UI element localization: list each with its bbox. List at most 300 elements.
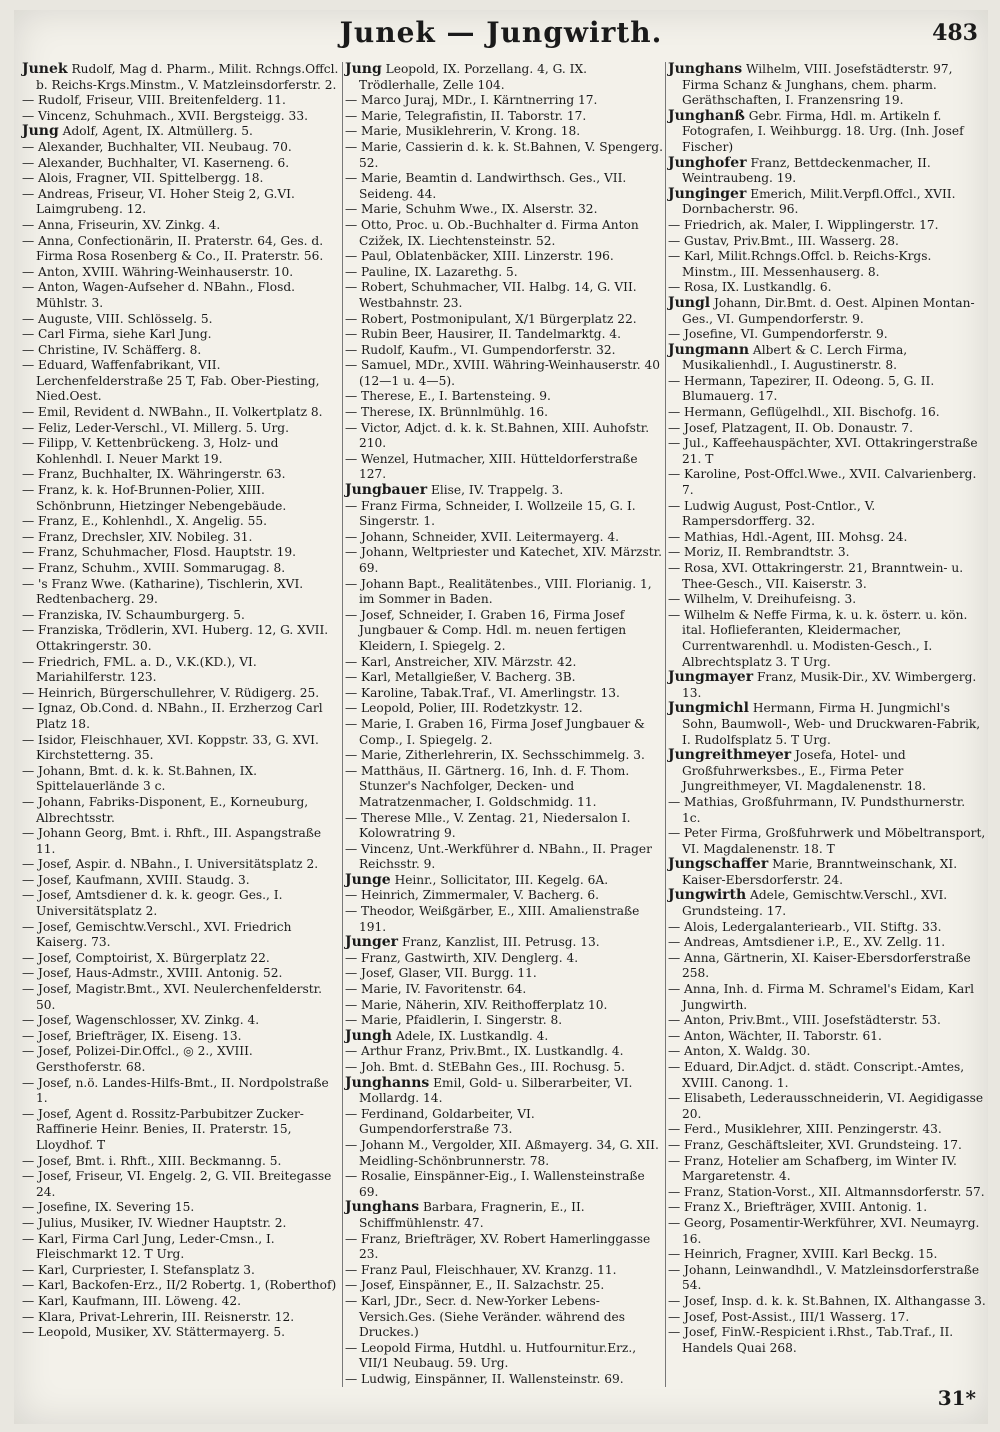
entry-text: — Robert, Schuhmacher, VII. Halbg. 14, G. VII. Westbahnstr. 23. bbox=[345, 280, 637, 310]
directory-entry bbox=[345, 904, 663, 935]
directory-entry-surname bbox=[668, 748, 986, 795]
directory-entry bbox=[22, 951, 340, 967]
entry-text: — Rosalie, Einspänner-Eig., I. Wallensteinstraße 69. bbox=[345, 1169, 645, 1199]
directory-entry bbox=[22, 1278, 340, 1294]
entry-text: — Josef, Schneider, I. Graben 16, Firma Josef Jungbauer & Comp. Hdl. m. neuen fertigen Kleidern, I. Spiegelg. 2. bbox=[345, 607, 627, 653]
directory-entry bbox=[668, 795, 986, 826]
directory-entry bbox=[668, 249, 986, 280]
surname: Jungmayer bbox=[668, 669, 754, 686]
directory-entry bbox=[668, 374, 986, 405]
directory-entry bbox=[22, 920, 340, 951]
directory-entry-surname bbox=[668, 701, 986, 748]
directory-entry bbox=[345, 842, 663, 873]
directory-entry bbox=[345, 1372, 663, 1388]
directory-entry bbox=[22, 888, 340, 919]
entry-text: — Josef, Magistr.Bmt., XVI. Neulerchenfelderstr. 50. bbox=[22, 982, 322, 1012]
directory-entry bbox=[668, 592, 986, 608]
entry-text: — Heinrich, Fragner, XVIII. Karl Beckg. 15. bbox=[668, 1247, 938, 1262]
page-header bbox=[14, 16, 988, 56]
entry-text: — Matthäus, II. Gärtnerg. 16, Inh. d. F. Thom. Stunzer's Nachfolger, Decken- und Matratzenmacher, I. Goldschmidg. 11. bbox=[345, 763, 630, 809]
directory-entry bbox=[345, 93, 663, 109]
directory-entry bbox=[22, 1013, 340, 1029]
directory-entry bbox=[668, 1044, 986, 1060]
entry-text: — Victor, Adjct. d. k. k. St.Bahnen, XIII. Auhofstr. 210. bbox=[345, 420, 650, 451]
entry-text: — Johann M., Vergolder, XII. Aßmayerg. 34, G. XII. Meidling-Schönbrunnerstr. 78. bbox=[345, 1137, 659, 1168]
directory-entry bbox=[22, 1310, 340, 1326]
entry-text: — Alois, Fragner, VII. Spittelbergg. 18. bbox=[22, 171, 264, 186]
directory-entry-surname bbox=[22, 124, 340, 140]
entry-text: — Josef, Amtsdiener d. k. k. geogr. Ges., I. Universitätsplatz 2. bbox=[22, 888, 283, 919]
entry-text: — Rudolf, Kaufm., VI. Gumpendorferstr. 32. bbox=[345, 342, 616, 357]
entry-text: — Karoline, Post-Offcl.Wwe., XVII. Calvarienberg. 7. bbox=[668, 467, 977, 498]
directory-entry bbox=[22, 561, 340, 577]
entry-text: Wilhelm, VIII. Josefstädterstr. 97, Firma Schanz & Junghans, chem. pharm. Geräthschaften, I. Franzensring 19. bbox=[682, 62, 953, 108]
directory-entry bbox=[668, 935, 986, 951]
directory-entry bbox=[668, 405, 986, 421]
directory-entry bbox=[345, 811, 663, 842]
entry-text: — Josef, Bmt. i. Rhft., XIII. Beckmanng. 5. bbox=[22, 1153, 282, 1168]
entry-text: Josefa, Hotel- und Großfuhrwerksbes., E., Firma Peter Jungreithmeyer, VI. Magdalenenstr. 18. bbox=[682, 748, 926, 794]
directory-entry bbox=[345, 655, 663, 671]
surname: Jungl bbox=[668, 294, 711, 311]
entry-text: — Ignaz, Ob.Cond. d. NBahn., II. Erzherzog Carl Platz 18. bbox=[22, 701, 323, 731]
directory-entry bbox=[22, 171, 340, 187]
entry-text: — Karl, Backofen-Erz., II/2 Robertg. 1, (Roberthof) bbox=[22, 1278, 337, 1293]
entry-text: — Wilhelm, V. Dreihufeisng. 3. bbox=[668, 592, 857, 607]
entry-text: Marie, Branntweinschank, XI. Kaiser-Ebersdorferstr. 24. bbox=[682, 857, 958, 887]
directory-entry bbox=[22, 280, 340, 311]
entry-text: — Friedrich, ak. Maler, I. Wipplingerstr. 17. bbox=[668, 217, 939, 232]
directory-entry bbox=[668, 826, 986, 857]
directory-entry bbox=[22, 1232, 340, 1263]
directory-entry bbox=[345, 998, 663, 1014]
entry-text: — Josef, Glaser, VII. Burgg. 11. bbox=[345, 966, 537, 981]
directory-entry bbox=[668, 1013, 986, 1029]
entry-text: — Karl, Firma Carl Jung, Leder-Cmsn., I. Fleischmarkt 12. T Urg. bbox=[22, 1231, 275, 1262]
entry-text: — Feliz, Leder-Verschl., VI. Millerg. 5. Urg. bbox=[22, 420, 289, 435]
entry-text: — Joh. Bmt. d. StEBahn Ges., III. Rochusg. 5. bbox=[345, 1060, 626, 1074]
directory-entry bbox=[668, 327, 986, 343]
entry-text: — Therese Mlle., V. Zentag. 21, Niedersalon I. Kolowratring 9. bbox=[345, 810, 631, 841]
directory-entry-surname bbox=[668, 888, 986, 919]
entry-text: — Marie, IV. Favoritenstr. 64. bbox=[345, 982, 527, 997]
directory-entry bbox=[22, 156, 340, 172]
directory-entry bbox=[668, 1216, 986, 1247]
surname: Junger bbox=[345, 934, 399, 951]
directory-entry bbox=[22, 795, 340, 826]
column-2 bbox=[345, 62, 663, 1387]
entry-text: — Auguste, VIII. Schlösselg. 5. bbox=[22, 311, 213, 326]
entry-text: — Arthur Franz, Priv.Bmt., IX. Lustkandlg. 4. bbox=[345, 1044, 624, 1059]
surname: Junek bbox=[22, 61, 68, 77]
entry-text: — Rudolf, Friseur, VIII. Breitenfelderg. 11. bbox=[22, 93, 286, 108]
directory-entry bbox=[345, 1044, 663, 1060]
directory-entry-surname bbox=[345, 1029, 663, 1045]
entry-text: — Josef, Polizei-Dir.Offcl., ◎ 2., XVIII. Gersthoferstr. 68. bbox=[22, 1044, 253, 1074]
directory-entry bbox=[668, 421, 986, 437]
entry-text: — Josef, FinW.-Respicient i.Rhst., Tab.Traf., II. Handels Quai 268. bbox=[668, 1325, 954, 1355]
entry-text: — Eduard, Waffenfabrikant, VII. Lerchenfelderstraße 25 T, Fab. Ober-Piesting, Nied.Oest. bbox=[22, 358, 320, 404]
surname: Jungmann bbox=[668, 341, 750, 358]
entry-text: — Leopold Firma, Hutdhl. u. Hutfournitur.Erz., VII/1 Neubaug. 59. Urg. bbox=[345, 1340, 637, 1371]
directory-entry bbox=[345, 670, 663, 686]
directory-entry bbox=[22, 327, 340, 343]
entry-text: — Franz X., Briefträger, XVIII. Antonig. 1. bbox=[668, 1200, 928, 1215]
entry-text: — Josef, n.ö. Landes-Hilfs-Bmt., II. Nordpolstraße 1. bbox=[22, 1075, 329, 1106]
entry-text: — Karoline, Tabak.Traf., VI. Amerlingstr. 13. bbox=[345, 685, 620, 700]
directory-entry bbox=[668, 1185, 986, 1201]
entry-text: — Franz Paul, Fleischhauer, XV. Kranzg. 11. bbox=[345, 1262, 617, 1277]
entry-text: — Marie, Cassierin d. k. k. St.Bahnen, V. Spengerg. 52. bbox=[345, 139, 663, 170]
surname: Junginger bbox=[668, 185, 747, 202]
entry-text: — Anton, XVIII. Währing-Weinhauserstr. 10. bbox=[22, 264, 294, 279]
directory-entry bbox=[22, 545, 340, 561]
surname: Junghofer bbox=[668, 154, 747, 171]
directory-entry bbox=[22, 265, 340, 281]
directory-entry bbox=[345, 951, 663, 967]
entry-text: — Rosa, XVI. Ottakringerstr. 21, Branntwein- u. Thee-Gesch., VII. Kaiserstr. 3. bbox=[668, 561, 964, 591]
directory-entry bbox=[345, 389, 663, 405]
directory-entry bbox=[22, 577, 340, 608]
directory-entry bbox=[668, 1122, 986, 1138]
directory-entry-surname bbox=[345, 1076, 663, 1107]
directory-entry bbox=[22, 873, 340, 889]
directory-entry bbox=[668, 1091, 986, 1122]
entry-text: — Karl, Curpriester, I. Stefansplatz 3. bbox=[22, 1262, 255, 1277]
entry-text: — Franziska, IV. Schaumburgerg. 5. bbox=[22, 607, 245, 622]
directory-entry-surname bbox=[345, 1200, 663, 1231]
entry-text: — Marie, Näherin, XIV. Reithofferplatz 10. bbox=[345, 997, 608, 1012]
surname: Jungh bbox=[345, 1027, 392, 1044]
entry-text: — Leopold, Polier, III. Rodetzkystr. 12. bbox=[345, 701, 583, 716]
entry-text: — Anton, Wagen-Aufseher d. NBahn., Flosd. Mühlstr. 3. bbox=[22, 280, 296, 310]
directory-entry-surname bbox=[668, 62, 986, 109]
surname: Junghanns bbox=[345, 1074, 430, 1091]
entry-text: — 's Franz Wwe. (Katharine), Tischlerin, XVI. Redtenbacherg. 29. bbox=[22, 576, 304, 607]
directory-entry bbox=[22, 467, 340, 483]
entry-text: — Johann, Leinwandhdl., V. Matzleinsdorferstraße 54. bbox=[668, 1262, 980, 1293]
entry-text: — Johann, Schneider, XVII. Leitermayerg. 4. bbox=[345, 529, 619, 544]
entry-text: — Josef, Friseur, VI. Engelg. 2, G. VII. Breitegasse 24. bbox=[22, 1169, 332, 1199]
directory-entry bbox=[22, 826, 340, 857]
directory-entry bbox=[668, 920, 986, 936]
directory-entry bbox=[22, 1325, 340, 1341]
entry-text: — Theodor, Weißgärber, E., XIII. Amalienstraße 191. bbox=[345, 904, 640, 934]
directory-entry bbox=[668, 530, 986, 546]
entry-text: — Marie, Pfaidlerin, I. Singerstr. 8. bbox=[345, 1013, 563, 1028]
entry-text: — Alexander, Buchhalter, VI. Kaserneng. 6. bbox=[22, 155, 290, 170]
directory-entry bbox=[345, 1294, 663, 1341]
entry-text: — Franziska, Trödlerin, XVI. Huberg. 12, G. XVII. Ottakringerstr. 30. bbox=[22, 623, 329, 653]
directory-entry bbox=[22, 608, 340, 624]
entry-text: — Ludwig, Einspänner, II. Wallensteinstr. 69. bbox=[345, 1371, 624, 1386]
directory-entry bbox=[345, 982, 663, 998]
directory-entry bbox=[345, 171, 663, 202]
directory-entry bbox=[345, 1107, 663, 1138]
directory-entry bbox=[345, 608, 663, 655]
entry-text: — Emil, Revident d. NWBahn., II. Volkertplatz 8. bbox=[22, 405, 323, 420]
directory-entry bbox=[345, 1278, 663, 1294]
directory-entry bbox=[22, 1107, 340, 1154]
column-divider bbox=[665, 62, 666, 1387]
entry-text: Gebr. Firma, Hdl. m. Artikeln f. Fotografen, I. Weihburgg. 18. Urg. (Inh. Josef Fischer) bbox=[682, 108, 964, 154]
directory-entry bbox=[668, 1138, 986, 1154]
entry-text: — Peter Firma, Großfuhrwerk und Möbeltransport, VI. Magdalenenstr. 18. T bbox=[668, 826, 986, 856]
directory-entry bbox=[22, 405, 340, 421]
surname: Jungwirth bbox=[668, 887, 747, 904]
entry-text: Rudolf, Mag d. Pharm., Milit. Rchngs.Offcl. b. Reichs-Krgs.Minstm., V. Matzleinsdorferstr. 2. bbox=[36, 62, 339, 92]
directory-entry bbox=[22, 93, 340, 109]
surname: Jungmichl bbox=[668, 700, 749, 717]
entry-text: Elise, IV. Trappelg. 3. bbox=[430, 483, 564, 498]
directory-entry bbox=[345, 202, 663, 218]
entry-text: — Moriz, II. Rembrandtstr. 3. bbox=[668, 545, 850, 560]
directory-entry-surname bbox=[668, 109, 986, 156]
entry-text: — Julius, Musiker, IV. Wiedner Hauptstr. 2. bbox=[22, 1215, 287, 1230]
directory-entry bbox=[345, 1060, 663, 1076]
entry-text: — Franz, Buchhalter, IX. Währingerstr. 63. bbox=[22, 467, 286, 482]
directory-entry bbox=[345, 1232, 663, 1263]
entry-text: — Johann, Weltpriester und Katechet, XIV. Märzstr. 69. bbox=[345, 545, 662, 575]
directory-entry-surname bbox=[345, 873, 663, 889]
directory-entry bbox=[345, 280, 663, 311]
entry-text: Emil, Gold- u. Silberarbeiter, VI. Mollardg. 14. bbox=[359, 1075, 633, 1106]
entry-text: — Filipp, V. Kettenbrückeng. 3, Holz- und Kohlenhdl. I. Neuer Markt 19. bbox=[22, 436, 279, 466]
entry-text: — Ludwig August, Post-Cntlor., V. Rampersdorfferg. 32. bbox=[668, 498, 876, 529]
entry-text: — Anna, Confectionärin, II. Praterstr. 64, Ges. d. Firma Rosa Rosenberg & Co., II. Praterstr. 56. bbox=[22, 233, 324, 264]
directory-entry bbox=[22, 1169, 340, 1200]
entry-text: — Andreas, Friseur, VI. Hoher Steig 2, G.VI. Laimgrubeng. 12. bbox=[22, 186, 295, 217]
surname: Junge bbox=[345, 871, 391, 888]
entry-text: — Franz, E., Kohlenhdl., X. Angelig. 55. bbox=[22, 514, 268, 529]
entry-text: Leopold, IX. Porzellang. 4, G. IX. Trödlerhalle, Zelle 104. bbox=[359, 62, 588, 92]
directory-entry bbox=[345, 545, 663, 576]
surname: Jungbauer bbox=[345, 482, 428, 499]
directory-entry bbox=[345, 748, 663, 764]
entry-text: — Josef, Briefträger, IX. Eiseng. 13. bbox=[22, 1028, 242, 1043]
directory-entry bbox=[22, 1294, 340, 1310]
directory-entry bbox=[345, 1263, 663, 1279]
directory-entry bbox=[668, 436, 986, 467]
directory-entry bbox=[345, 1013, 663, 1029]
directory-entry bbox=[345, 452, 663, 483]
directory-entry-surname bbox=[668, 343, 986, 374]
entry-text: — Marie, Schuhm Wwe., IX. Alserstr. 32. bbox=[345, 202, 598, 217]
entry-text: — Karl, Kaufmann, III. Löweng. 42. bbox=[22, 1293, 241, 1308]
directory-entry bbox=[345, 1138, 663, 1169]
directory-entry bbox=[22, 623, 340, 654]
entry-text: — Anna, Inh. d. Firma M. Schramel's Eidam, Karl Jungwirth. bbox=[668, 982, 975, 1012]
directory-entry bbox=[22, 421, 340, 437]
entry-text: Johann, Dir.Bmt. d. Oest. Alpinen Montan-Ges., VI. Gumpendorferstr. 9. bbox=[682, 295, 975, 326]
entry-text: — Franz, Gastwirth, XIV. Denglerg. 4. bbox=[345, 950, 579, 965]
directory-entry bbox=[22, 1044, 340, 1075]
directory-entry bbox=[345, 764, 663, 811]
directory-entry bbox=[345, 577, 663, 608]
entry-text: Emerich, Milit.Verpfl.Offcl., XVII. Dornbacherstr. 96. bbox=[682, 186, 956, 217]
entry-text: — Rubin Beer, Hausirer, II. Tandelmarktg. 4. bbox=[345, 327, 621, 342]
directory-entry bbox=[22, 514, 340, 530]
entry-text: Albert & C. Lerch Firma, Musikalienhdl., I. Augustinerstr. 8. bbox=[682, 342, 908, 373]
directory-entry bbox=[668, 1060, 986, 1091]
entry-text: — Franz, Geschäftsleiter, XVI. Grundsteing. 17. bbox=[668, 1137, 962, 1152]
directory-entry-surname bbox=[345, 483, 663, 499]
entry-text: Heinr., Sollicitator, III. Kegelg. 6A. bbox=[394, 872, 609, 887]
directory-entry bbox=[668, 234, 986, 250]
directory-entry bbox=[22, 1200, 340, 1216]
directory-entry bbox=[668, 982, 986, 1013]
entry-text: — Anna, Friseurin, XV. Zinkg. 4. bbox=[22, 217, 221, 232]
entry-text: — Christine, IV. Schäfferg. 8. bbox=[22, 342, 202, 357]
directory-entry-surname bbox=[668, 156, 986, 187]
entry-text: — Franz, Schuhmacher, Flosd. Hauptstr. 19. bbox=[22, 545, 297, 560]
directory-entry bbox=[22, 187, 340, 218]
entry-text: — Wilhelm & Neffe Firma, k. u. k. österr. u. kön. ital. Hoflieferanten, Kleidermacher, Currentwarenhdl. u. Modisten-Gesch., I. Albrechtsplatz 3. T Urg. bbox=[668, 607, 968, 669]
surname: Jung bbox=[345, 61, 382, 77]
directory-entry bbox=[345, 124, 663, 140]
entry-text: — Franz Firma, Schneider, I. Wollzeile 15, G. I. Singerstr. 1. bbox=[345, 498, 636, 529]
directory-entry bbox=[345, 140, 663, 171]
entry-text: — Marie, Telegrafistin, II. Taborstr. 17. bbox=[345, 108, 587, 123]
directory-entry bbox=[345, 421, 663, 452]
directory-entry bbox=[668, 1325, 986, 1356]
directory-entry bbox=[22, 686, 340, 702]
entry-text: — Franz, Station-Vorst., XII. Altmannsdorferstr. 57. bbox=[668, 1184, 985, 1199]
entry-text: — Franz, Schuhm., XVIII. Sommarugag. 8. bbox=[22, 561, 286, 575]
page-number: 483 bbox=[932, 20, 978, 46]
entry-text: — Anna, Gärtnerin, XI. Kaiser-Ebersdorferstraße 258. bbox=[668, 950, 971, 981]
entry-text: — Marie, I. Graben 16, Firma Josef Jungbauer & Comp., I. Spiegelg. 2. bbox=[345, 716, 645, 747]
directory-entry bbox=[22, 109, 340, 125]
directory-entry bbox=[22, 857, 340, 873]
directory-entry bbox=[668, 499, 986, 530]
entry-text: — Franz, Hotelier am Schafberg, im Winter IV. Margaretenstr. 4. bbox=[668, 1153, 957, 1184]
entry-text: — Franz, k. k. Hof-Brunnen-Polier, XIII. Schönbrunn, Hietzinger Nebengebäude. bbox=[22, 483, 287, 513]
directory-entry bbox=[22, 701, 340, 732]
entry-text: — Ferdinand, Goldarbeiter, VI. Gumpendorferstraße 73. bbox=[345, 1106, 535, 1137]
entry-text: — Josef, Haus-Admstr., XVIII. Antonig. 52. bbox=[22, 966, 283, 981]
directory-entry bbox=[345, 109, 663, 125]
directory-entry-surname bbox=[668, 857, 986, 888]
entry-text: — Alois, Ledergalanteriearb., VII. Stiftg. 33. bbox=[668, 919, 942, 934]
directory-entry bbox=[22, 982, 340, 1013]
column-1 bbox=[22, 62, 340, 1387]
entry-text: — Mathias, Großfuhrmann, IV. Pundsthurnerstr. 1c. bbox=[668, 794, 966, 825]
entry-text: — Wenzel, Hutmacher, XIII. Hütteldorferstraße 127. bbox=[345, 451, 638, 482]
entry-text: — Karl, JDr., Secr. d. New-Yorker Lebens-Versich.Ges. (Siehe Veränder. während des Druckes.) bbox=[345, 1293, 625, 1340]
entry-text: — Marco Juraj, MDr., I. Kärntnerring 17. bbox=[345, 93, 598, 108]
entry-text: — Rosa, IX. Lustkandlg. 6. bbox=[668, 280, 832, 295]
surname: Junghans bbox=[668, 61, 743, 77]
surname: Junghanß bbox=[668, 107, 745, 124]
directory-entry bbox=[22, 1154, 340, 1170]
entry-text: — Josefine, VI. Gumpendorferstr. 9. bbox=[668, 327, 888, 342]
entry-text: — Josef, Wagenschlosser, XV. Zinkg. 4. bbox=[22, 1013, 260, 1028]
entry-text: Barbara, Fragnerin, E., II. Schiffmühlenstr. 47. bbox=[359, 1200, 585, 1230]
entry-text: Franz, Musik-Dir., XV. Wimbergerg. 13. bbox=[682, 670, 977, 700]
directory-entry bbox=[22, 436, 340, 467]
directory-entry-surname bbox=[668, 670, 986, 701]
entry-text: — Therese, IX. Brünnlmühlg. 16. bbox=[345, 405, 549, 420]
directory-entry bbox=[345, 686, 663, 702]
directory-entry bbox=[345, 499, 663, 530]
surname: Jung bbox=[22, 123, 59, 140]
directory-entry bbox=[22, 1029, 340, 1045]
directory-entry bbox=[345, 265, 663, 281]
directory-entry bbox=[345, 888, 663, 904]
entry-text: — Franz, Drechsler, XIV. Nobileg. 31. bbox=[22, 529, 253, 544]
directory-entry bbox=[668, 1029, 986, 1045]
directory-entry bbox=[22, 733, 340, 764]
directory-entry bbox=[345, 249, 663, 265]
entry-text: — Josef, Insp. d. k. k. St.Bahnen, IX. Althangasse 3. bbox=[668, 1293, 986, 1308]
directory-entry bbox=[345, 312, 663, 328]
entry-text: — Alexander, Buchhalter, VII. Neubaug. 70. bbox=[22, 139, 292, 154]
directory-entry bbox=[668, 280, 986, 296]
entry-text: — Georg, Posamentir-Werkführer, XVI. Neumayrg. 16. bbox=[668, 1215, 980, 1246]
entry-text: — Josef, Einspänner, E., II. Salzachstr. 25. bbox=[345, 1278, 605, 1293]
surname: Junghans bbox=[345, 1199, 420, 1216]
entry-text: — Josef, Gemischtw.Verschl., XVI. Friedrich Kaiserg. 73. bbox=[22, 919, 292, 950]
entry-text: Adele, IX. Lustkandlg. 4. bbox=[395, 1028, 549, 1043]
entry-text: — Johann Bapt., Realitätenbes., VIII. Florianig. 1, im Sommer in Baden. bbox=[345, 576, 652, 607]
entry-text: Franz, Bettdeckenmacher, II. Weintraubeng. 19. bbox=[682, 155, 931, 186]
entry-text: Adolf, Agent, IX. Altmüllerg. 5. bbox=[62, 124, 253, 139]
entry-text: — Hermann, Geflügelhdl., XII. Bischofg. 16. bbox=[668, 405, 940, 420]
directory-entry-surname bbox=[22, 62, 340, 93]
directory-entry bbox=[22, 1216, 340, 1232]
column-3 bbox=[668, 62, 986, 1387]
directory-entry bbox=[22, 1263, 340, 1279]
directory-entry bbox=[668, 1154, 986, 1185]
entry-text: Adele, Gemischtw.Verschl., XVI. Grundsteing. 17. bbox=[682, 888, 948, 919]
directory-entry bbox=[668, 1200, 986, 1216]
entry-text: Hermann, Firma H. Jungmichl's Sohn, Baumwoll-, Web- und Druckwaren-Fabrik, I. Rudolfsplatz 5. T Urg. bbox=[682, 701, 981, 747]
directory-entry bbox=[22, 343, 340, 359]
surname: Jungreithmeyer bbox=[668, 747, 792, 764]
directory-entry bbox=[22, 140, 340, 156]
directory-entry bbox=[22, 312, 340, 328]
directory-entry bbox=[345, 966, 663, 982]
entry-text: — Klara, Privat-Lehrerin, III. Reisnerstr. 12. bbox=[22, 1309, 295, 1324]
directory-entry bbox=[668, 467, 986, 498]
column-divider bbox=[342, 62, 343, 1387]
directory-entry bbox=[668, 1310, 986, 1326]
directory-entry bbox=[345, 358, 663, 389]
surname: Jungschaffer bbox=[668, 856, 769, 873]
entry-text: — Johann, Fabriks-Disponent, E., Korneuburg, Albrechtsstr. bbox=[22, 794, 309, 825]
directory-entry-surname bbox=[345, 62, 663, 93]
entry-text: — Heinrich, Bürgerschullehrer, V. Rüdigerg. 25. bbox=[22, 685, 320, 700]
directory-entry bbox=[345, 1169, 663, 1200]
entry-text: — Heinrich, Zimmermaler, V. Bacherg. 6. bbox=[345, 888, 600, 903]
directory-entry bbox=[22, 1076, 340, 1107]
entry-text: — Anton, Priv.Bmt., VIII. Josefstädterstr. 53. bbox=[668, 1013, 941, 1028]
entry-text: — Friedrich, FML. a. D., V.K.(KD.), VI. Mariahilferstr. 123. bbox=[22, 654, 257, 685]
entry-text: — Marie, Zitherlehrerin, IX. Sechsschimmelg. 3. bbox=[345, 748, 645, 763]
entry-text: — Josef, Platzagent, II. Ob. Donaustr. 7. bbox=[668, 420, 914, 435]
directory-entry bbox=[345, 218, 663, 249]
entry-text: — Josef, Agent d. Rossitz-Parbubitzer Zucker-Raffinerie Heinr. Benies, II. Praterstr. 15, Lloydhof. T bbox=[22, 1106, 304, 1152]
entry-text: — Vincenz, Schuhmach., XVII. Bergsteigg. 33. bbox=[22, 108, 308, 123]
entry-text: — Marie, Beamtin d. Landwirthsch. Ges., VII. Seideng. 44. bbox=[345, 171, 627, 201]
directory-entry bbox=[345, 405, 663, 421]
directory-entry bbox=[22, 530, 340, 546]
entry-text: — Jul., Kaffeehauspächter, XVI. Ottakringerstraße 21. T bbox=[668, 436, 978, 466]
entry-text: — Josef, Kaufmann, XVIII. Staudg. 3. bbox=[22, 872, 250, 887]
entry-text: — Hermann, Tapezirer, II. Odeong. 5, G. II. Blumauerg. 17. bbox=[668, 373, 935, 404]
page-signature: 31* bbox=[937, 1386, 976, 1410]
